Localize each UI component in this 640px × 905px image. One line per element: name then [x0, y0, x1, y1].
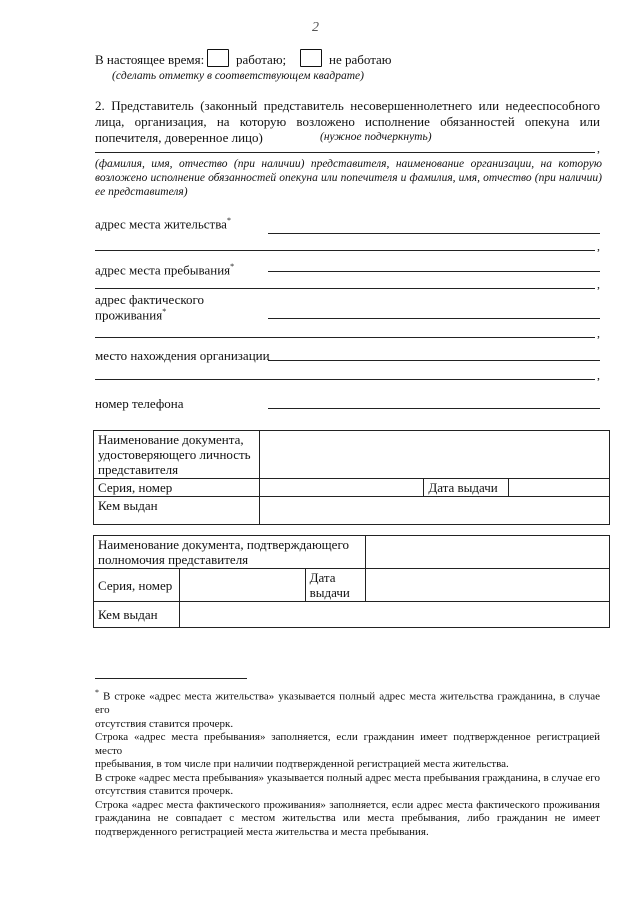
comma: ,	[597, 368, 600, 382]
section2-title-line2: лица, организация, на которую возложено исполнение обязанностей опекуна или	[95, 114, 600, 129]
footnote-4-line3: подтвержденного регистрацией места жительства и места пребывания.	[95, 825, 429, 838]
footnote-2-line2: пребывания, в том числе при наличии подтвержденной регистрацией места жительства.	[95, 758, 509, 771]
footnote-separator	[95, 678, 247, 679]
authority-series-cell[interactable]	[179, 569, 305, 602]
residence-field-1[interactable]	[268, 233, 600, 234]
caption-line3: ее представителя)	[95, 186, 188, 198]
not-working-checkbox[interactable]	[300, 49, 322, 67]
section2-title-line3: попечителя, доверенное лицо)	[95, 130, 263, 145]
authority-issue-date-label: Дата выдачи	[305, 569, 365, 602]
comma: ,	[597, 239, 600, 253]
stay-field-1[interactable]	[268, 271, 600, 272]
identity-series-cell[interactable]	[259, 479, 424, 497]
status-note: (сделать отметку в соответствующем квадрате)	[112, 70, 364, 82]
representative-name-field[interactable]	[95, 152, 595, 153]
authority-issued-by-cell[interactable]	[179, 602, 609, 628]
footnotes	[95, 686, 600, 839]
caption-line2: возложено исполнение обязанностей опекуна или попечителя и фамилия, имя, отчество (при наличии)	[95, 172, 602, 184]
actual-residence-label-1: адрес фактического	[95, 292, 205, 307]
not-working-label: не работаю	[329, 52, 392, 67]
identity-issue-date-label: Дата выдачи	[424, 479, 509, 497]
footnote-4-line1: Строка «адрес места фактического проживания» заполняется, если адрес места фактического проживания	[95, 798, 600, 811]
page-number: 2	[312, 20, 319, 35]
identity-issued-by-cell[interactable]	[259, 497, 609, 525]
comma: ,	[597, 141, 600, 155]
stay-field-2[interactable]	[95, 288, 595, 289]
footnote-1-line2: отсутствия ставится прочерк.	[95, 717, 234, 730]
footnote-4-line2: гражданина не совпадает с местом жительства или места пребывания, либо гражданин не имеет	[95, 812, 600, 825]
residence-label: адрес места жительства*	[95, 216, 231, 232]
phone-label: номер телефона	[95, 396, 184, 411]
identity-doc-name-cell[interactable]	[259, 431, 609, 479]
identity-issue-date-cell[interactable]	[509, 479, 610, 497]
footnote-2-line1: Строка «адрес места пребывания» заполняется, если гражданин имеет подтвержденное регистрацией место	[95, 731, 600, 757]
working-checkbox[interactable]	[207, 49, 229, 67]
authority-doc-name-label: Наименование документа, подтверждающего полномочия представителя	[94, 536, 366, 569]
actual-residence-field-2[interactable]	[95, 337, 595, 338]
org-location-field-2[interactable]	[95, 379, 595, 380]
footnote-1-line1: * В строке «адрес места жительства» указывается полный адрес места жительства гражданина, в случае его	[95, 688, 601, 717]
comma: ,	[597, 326, 600, 340]
phone-field[interactable]	[268, 408, 600, 409]
footnote-3-line1: В строке «адрес места пребывания» указывается полный адрес места пребывания гражданина, в случае его	[95, 771, 600, 784]
authority-doc-name-cell[interactable]	[365, 536, 609, 569]
caption-line1: (фамилия, имя, отчество (при наличии) представителя, наименование организации, на которую	[95, 158, 602, 170]
identity-issued-by-label: Кем выдан	[94, 497, 260, 525]
working-label: работаю;	[236, 52, 287, 67]
actual-residence-label-2: проживания*	[95, 307, 167, 323]
authority-issued-by-label: Кем выдан	[94, 602, 180, 628]
stay-label: адрес места пребывания*	[95, 262, 235, 278]
authority-issue-date-cell[interactable]	[365, 569, 609, 602]
residence-field-2[interactable]	[95, 250, 595, 251]
section2-title-line1: 2. Представитель (законный представитель несовершеннолетнего или недееспособного	[95, 98, 600, 113]
status-label: В настоящее время:	[95, 52, 205, 67]
underline-note: (нужное подчеркнуть)	[320, 131, 432, 143]
footnote-3-line2: отсутствия ставится прочерк.	[95, 785, 234, 798]
authority-series-label: Серия, номер	[94, 569, 180, 602]
identity-doc-name-label: Наименование документа, удостоверяющего личность представителя	[94, 431, 260, 479]
org-location-label: место нахождения организации	[95, 348, 270, 363]
org-location-field-1[interactable]	[268, 360, 600, 361]
identity-series-label: Серия, номер	[94, 479, 260, 497]
authority-document-table	[93, 535, 610, 628]
actual-residence-field-1[interactable]	[268, 318, 600, 319]
identity-document-table	[93, 430, 610, 525]
comma: ,	[597, 277, 600, 291]
